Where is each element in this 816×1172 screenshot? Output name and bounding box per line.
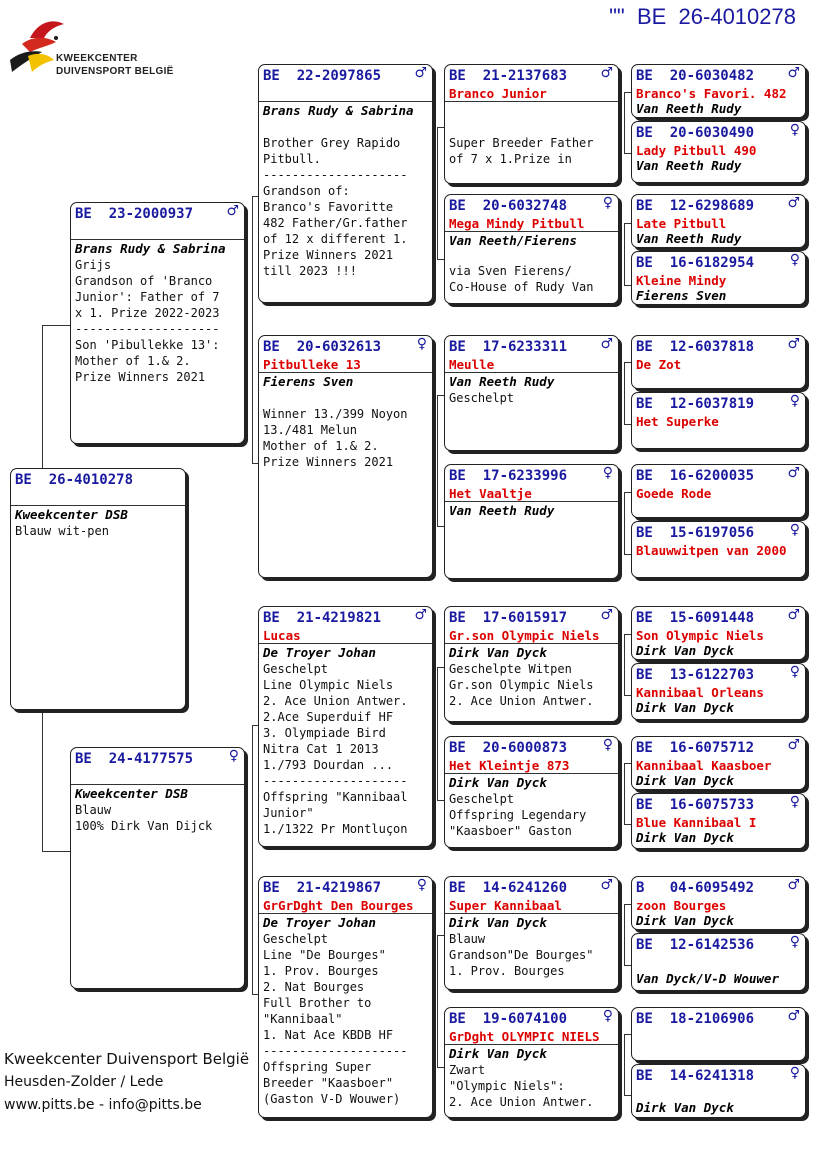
pigeon-card-g4-10[interactable] [631, 663, 806, 720]
male-symbol-icon: ♂ [787, 737, 800, 753]
pigeon-card-subject[interactable] [10, 468, 186, 710]
pigeon-name: Super Kannibaal [449, 898, 562, 913]
pigeon-card-g4-16[interactable] [631, 1064, 806, 1118]
female-symbol-icon: ♀ [789, 664, 800, 680]
ring-number: BE 17-6233311 [449, 339, 568, 355]
description: Blauw Grandson"De Bourges" 1. Prov. Bourges [449, 932, 594, 978]
ring-number: BE 16-6182954 [636, 255, 755, 271]
female-symbol-icon: ♀ [602, 1008, 613, 1024]
pigeon-name: Kannibaal Orleans [636, 685, 764, 700]
female-symbol-icon: ♀ [789, 794, 800, 810]
pigeon-name: GrDght OLYMPIC NIELS [449, 1029, 600, 1044]
owner-name: Kweekcenter DSB [75, 786, 188, 801]
female-symbol-icon: ♀ [416, 336, 427, 352]
owner-name: Dirk Van Dyck [449, 915, 547, 930]
female-symbol-icon: ♀ [228, 748, 239, 764]
ring-number: BE 17-6233996 [449, 468, 568, 484]
description: Zwart "Olympic Niels": 2. Ace Union Antwer. [449, 1063, 594, 1109]
description: Blauw 100% Dirk Van Dijck [75, 803, 213, 833]
ring-number: BE 16-6075712 [636, 740, 755, 756]
male-symbol-icon: ♂ [787, 336, 800, 352]
pigeon-card-g4-2[interactable] [631, 121, 806, 183]
ring-number: BE 15-6197056 [636, 525, 755, 541]
description: Grijs Grandson of 'Branco Junior': Father of 7 x 1. Prize 2022-2023 -------------------- Son 'Pibullekke 13': Mother of 1.& 2. Prize Winners 2021 [75, 258, 220, 384]
pigeon-card-g4-12[interactable] [631, 793, 806, 849]
ring-number: BE 20-6000873 [449, 740, 568, 756]
pigeon-card-g4-5[interactable] [631, 335, 806, 389]
pigeon-card-sdd[interactable] [444, 464, 619, 579]
ring-number: BE 21-4219867 [263, 880, 382, 896]
ring-number: BE 15-6091448 [636, 610, 755, 626]
pigeon-name: Branco's Favori. 482 [636, 86, 787, 101]
pigeon-name: De Zot [636, 357, 682, 372]
owner-name: De Troyer Johan [263, 915, 376, 930]
ring-number: BE 26-4010278 [15, 472, 134, 488]
logo-subtitle: DUIVENSPORT BELGIË [56, 66, 174, 77]
female-symbol-icon: ♀ [416, 877, 427, 893]
pigeon-name: Het Kleintje 873 [449, 758, 570, 773]
pigeon-card-g4-11[interactable] [631, 736, 806, 790]
pigeon-name: Lady Pitbull 490 [636, 143, 757, 158]
ring-number: BE 14-6241260 [449, 880, 568, 896]
owner-name: Dirk Van Dyck [636, 913, 734, 928]
pigeon-card-sss[interactable] [444, 64, 619, 184]
female-symbol-icon: ♀ [789, 522, 800, 538]
owner-name: De Troyer Johan [263, 645, 376, 660]
pigeon-card-ddd[interactable] [444, 1007, 619, 1118]
header-ring-number [609, 4, 796, 30]
description: Geschelpt Offspring Legendary "Kaasboer" Gaston [449, 792, 587, 838]
ring-number: BE 23-2000937 [75, 206, 194, 222]
owner-name: Van Reeth Rudy [449, 374, 555, 389]
description: via Sven Fierens/ Co-House of Rudy Van [449, 264, 594, 294]
male-symbol-icon: ♂ [787, 1008, 800, 1024]
female-symbol-icon: ♀ [789, 393, 800, 409]
male-symbol-icon: ♂ [226, 203, 239, 219]
male-symbol-icon: ♂ [600, 877, 613, 893]
pigeon-name: Gr.son Olympic Niels [449, 628, 600, 643]
description: Geschelpt [449, 391, 515, 405]
pigeon-card-ds[interactable] [258, 606, 433, 847]
ring-number: BE 12-6037819 [636, 396, 755, 412]
owner-name: Dirk Van Dyck [449, 1046, 547, 1061]
pigeon-card-dds[interactable] [444, 876, 619, 990]
male-symbol-icon: ♂ [787, 607, 800, 623]
pigeon-name: Het Superke [636, 414, 719, 429]
male-symbol-icon: ♂ [787, 465, 800, 481]
owner-name: Fierens Sven [263, 374, 354, 389]
pigeon-card-g4-1[interactable] [631, 64, 806, 118]
ring-number: BE 12-6142536 [636, 937, 755, 953]
owner-name: Kweekcenter DSB [15, 507, 128, 522]
pigeon-name: GrGrDght Den Bourges [263, 898, 414, 913]
male-symbol-icon: ♂ [600, 336, 613, 352]
pigeon-card-ssd[interactable] [444, 194, 619, 304]
pigeon-name: Blauwwitpen van 2000 [636, 543, 787, 558]
ring-number: BE 20-6032748 [449, 198, 568, 214]
female-symbol-icon: ♀ [789, 934, 800, 950]
ring-number: BE 17-6015917 [449, 610, 568, 626]
pigeon-card-g4-9[interactable] [631, 606, 806, 660]
owner-name: Dirk Van Dyck [449, 645, 547, 660]
pigeon-name: Kannibaal Kaasboer [636, 758, 772, 773]
description: Super Breeder Father of 7 x 1.Prize in [449, 136, 594, 166]
ring-number: BE 21-2137683 [449, 68, 568, 84]
pigeon-card-dam[interactable] [70, 747, 245, 989]
male-symbol-icon: ♂ [787, 195, 800, 211]
description: Brother Grey Rapido Pitbull. -------------------- Grandson of: Branco's Favoritte 482 Father/Gr.father of 12 x different 1. Prize Winners 2021 till 2023 !!! [263, 136, 408, 278]
ring-number: BE 20-6032613 [263, 339, 382, 355]
pigeon-card-g4-14[interactable] [631, 933, 806, 991]
logo-title: KWEEKCENTER [56, 53, 138, 64]
owner-name: Dirk Van Dyck [636, 830, 734, 845]
ring-number: BE 19-6074100 [449, 1011, 568, 1027]
ring-number: BE 16-6075733 [636, 797, 755, 813]
ring-number: BE 16-6200035 [636, 468, 755, 484]
female-symbol-icon: ♀ [789, 252, 800, 268]
footer-location: Heusden-Zolder / Lede [4, 1074, 164, 1090]
pigeon-name: Goede Rode [636, 486, 712, 501]
ring-number: BE 14-6241318 [636, 1068, 755, 1084]
pigeon-name: Meulle [449, 357, 495, 372]
description: Geschelpt Line Olympic Niels 2. Ace Union Antwer. 2.Ace Superduif HF 3. Olympiade Bird Nitra Cat 1 2013 1./793 Dourdan ... -------------------- Offspring "Kannibaal Junior" 1./1322 Pr Montluçon [263, 662, 408, 836]
pigeon-name: Kleine Mindy [636, 273, 727, 288]
pigeon-card-g4-8[interactable] [631, 521, 806, 578]
male-symbol-icon: ♂ [600, 607, 613, 623]
description: Blauw wit-pen [15, 524, 109, 538]
pigeon-card-ss[interactable] [258, 64, 433, 303]
header-ring: BE 26-4010278 [636, 4, 796, 29]
pigeon-card-g4-7[interactable] [631, 464, 806, 518]
owner-name: Brans Rudy & Sabrina [263, 103, 414, 118]
male-symbol-icon: ♂ [787, 877, 800, 893]
pigeon-card-g4-6[interactable] [631, 392, 806, 449]
header-quotes: "" [609, 4, 637, 29]
female-symbol-icon: ♀ [602, 737, 613, 753]
owner-name: Fierens Sven [636, 288, 727, 303]
pigeon-card-sds[interactable] [444, 335, 619, 451]
owner-name: Van Reeth Rudy [449, 503, 555, 518]
female-symbol-icon: ♀ [602, 195, 613, 211]
owner-name: Van Reeth Rudy [636, 158, 742, 173]
male-symbol-icon: ♂ [414, 65, 427, 81]
ring-number: BE 20-6030490 [636, 125, 755, 141]
owner-name: Brans Rudy & Sabrina [75, 241, 226, 256]
owner-name: Dirk Van Dyck [636, 773, 734, 788]
ring-number: BE 13-6122703 [636, 667, 755, 683]
description: Geschelpt Line "De Bourges" 1. Prov. Bourges 2. Nat Bourges Full Brother to "Kannibaal" 1. Nat Ace KBDB HF -------------------- Offspring Super Breeder "Kaasboer" (Gaston V-D Wouwer) [263, 932, 408, 1106]
pigeon-card-g4-13[interactable] [631, 876, 806, 930]
ring-number: BE 22-2097865 [263, 68, 382, 84]
owner-name: Dirk Van Dyck [636, 643, 734, 658]
pigeon-card-g4-3[interactable] [631, 194, 806, 248]
pigeon-name: Mega Mindy Pitbull [449, 216, 585, 231]
owner-name: Dirk Van Dyck [636, 1100, 734, 1115]
owner-name: Dirk Van Dyck [449, 775, 547, 790]
footer-company: Kweekcenter Duivensport België [4, 1050, 250, 1068]
pigeon-card-dss[interactable] [444, 606, 619, 722]
ring-number: BE 21-4219821 [263, 610, 382, 626]
pigeon-card-dsd[interactable] [444, 736, 619, 848]
ring-number: B 04-6095492 [636, 880, 755, 896]
pigeon-card-sd[interactable] [258, 335, 433, 578]
pigeon-name: Branco Junior [449, 86, 547, 101]
pigeon-name: Lucas [263, 628, 301, 643]
owner-name: Van Reeth/Fierens [449, 233, 577, 248]
female-symbol-icon: ♀ [789, 122, 800, 138]
owner-name: Dirk Van Dyck [636, 700, 734, 715]
pigeon-name: zoon Bourges [636, 898, 727, 913]
footer-contact[interactable]: www.pitts.be - info@pitts.be [4, 1097, 202, 1113]
male-symbol-icon: ♂ [414, 607, 427, 623]
ring-number: BE 12-6298689 [636, 198, 755, 214]
female-symbol-icon: ♀ [789, 1065, 800, 1081]
ring-number: BE 18-2106906 [636, 1011, 755, 1027]
pigeon-name: Son Olympic Niels [636, 628, 764, 643]
ring-number: BE 24-4177575 [75, 751, 194, 767]
female-symbol-icon: ♀ [602, 465, 613, 481]
ring-number: BE 12-6037818 [636, 339, 755, 355]
pigeon-name: Blue Kannibaal I [636, 815, 757, 830]
description: Geschelpte Witpen Gr.son Olympic Niels 2. Ace Union Antwer. [449, 662, 594, 708]
pigeon-card-g4-4[interactable] [631, 251, 806, 305]
owner-name: Van Reeth Rudy [636, 231, 742, 246]
male-symbol-icon: ♂ [787, 65, 800, 81]
pigeon-card-dd[interactable] [258, 876, 433, 1118]
owner-name: Van Reeth Rudy [636, 101, 742, 116]
pigeon-name: Het Vaaltje [449, 486, 532, 501]
description: Winner 13./399 Noyon 13./481 Melun Mother of 1.& 2. Prize Winners 2021 [263, 407, 408, 469]
pigeon-name: Late Pitbull [636, 216, 727, 231]
ring-number: BE 20-6030482 [636, 68, 755, 84]
male-symbol-icon: ♂ [600, 65, 613, 81]
pigeon-card-sire[interactable] [70, 202, 245, 444]
pigeon-card-g4-15[interactable] [631, 1007, 806, 1061]
owner-name: Van Dyck/V-D Wouwer [636, 971, 779, 986]
pigeon-name: Pitbulleke 13 [263, 357, 361, 372]
